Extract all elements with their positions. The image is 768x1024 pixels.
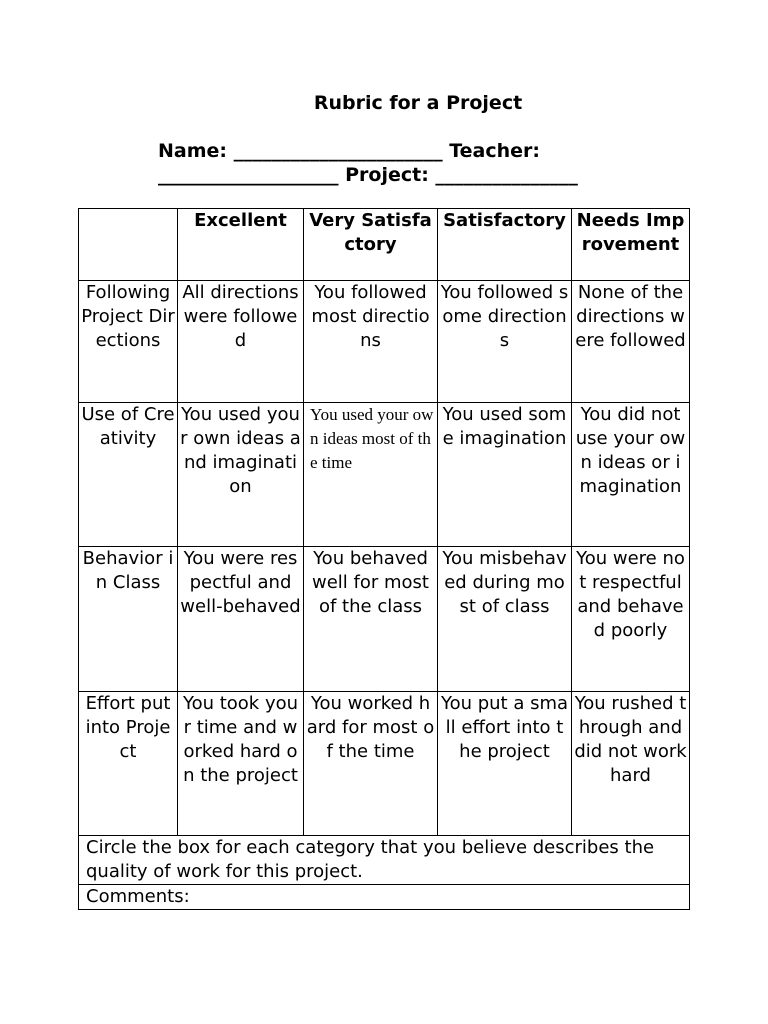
project-line: ___________________ Project: _______________ (158, 164, 578, 186)
header-cell-satisfactory: Satisfactory (438, 209, 572, 281)
header-cell-needs-improvement: Needs Improvement (572, 209, 690, 281)
rubric-cell: You followed most directions (304, 281, 438, 403)
table-row (79, 281, 690, 403)
name-teacher-line: Name: ______________________ Teacher: (158, 140, 541, 162)
table-row (79, 403, 690, 547)
rubric-cell: None of the directions were followed (572, 281, 690, 403)
table-row (79, 547, 690, 692)
rubric-cell: You followed some directions (438, 281, 572, 403)
instructions-row (79, 836, 690, 885)
rubric-cell: You misbehaved during most of class (438, 547, 572, 692)
category-cell: Behavior in Class (79, 547, 178, 692)
document-title: Rubric for a Project (313, 92, 523, 114)
comments-row (79, 885, 690, 910)
rubric-cell: You worked hard for most of the time (304, 692, 438, 836)
header-cell-excellent: Excellent (178, 209, 304, 281)
rubric-cell: You used some imagination (438, 403, 572, 547)
rubric-cell: You rushed through and did not work hard (572, 692, 690, 836)
header-cell-blank (79, 209, 178, 281)
category-cell: Effort put into Project (79, 692, 178, 836)
rubric-cell: You were not respectful and behaved poorly (572, 547, 690, 692)
category-cell: Following Project Directions (79, 281, 178, 403)
rubric-cell: You behaved well for most of the class (304, 547, 438, 692)
student-info-fields (158, 139, 628, 187)
comments-label: Comments: (79, 885, 690, 910)
table-row (79, 692, 690, 836)
rubric-table (78, 208, 690, 910)
rubric-cell: You used your own ideas and imagination (178, 403, 304, 547)
header-row (79, 209, 690, 281)
category-cell: Use of Creativity (79, 403, 178, 547)
rubric-cell: You put a small effort into the project (438, 692, 572, 836)
rubric-cell: You took your time and worked hard on the project (178, 692, 304, 836)
rubric-cell: You were respectful and well-behaved (178, 547, 304, 692)
rubric-cell: You used your own ideas most of the time (304, 403, 438, 547)
rubric-cell: You did not use your own ideas or imagination (572, 403, 690, 547)
header-cell-very-satisfactory: Very Satisfactory (304, 209, 438, 281)
rubric-cell: All directions were followed (178, 281, 304, 403)
instructions-text: Circle the box for each category that you believe describes the quality of work for this project. (79, 836, 690, 885)
